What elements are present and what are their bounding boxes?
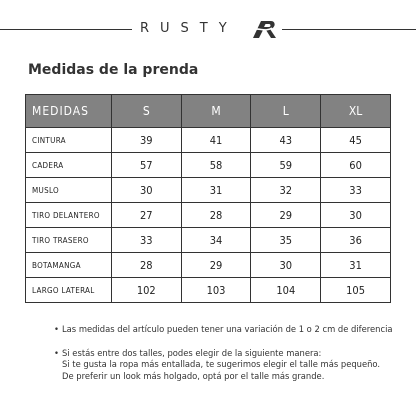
table-cell: 28 (111, 253, 181, 278)
table-cell: 102 (111, 278, 181, 303)
table-cell: 33 (111, 228, 181, 253)
table-cell: 45 (321, 128, 391, 153)
table-cell: 34 (181, 228, 251, 253)
row-label: CINTURA (26, 128, 112, 153)
table-row (26, 278, 391, 303)
table-cell: 29 (181, 253, 251, 278)
table-row (26, 203, 391, 228)
rusty-r-logo-icon (250, 18, 278, 40)
row-label: BOTAMANGA (26, 253, 112, 278)
table-cell: 31 (181, 178, 251, 203)
note-variation (54, 324, 404, 336)
table-cell: 104 (251, 278, 321, 303)
table-cell: 28 (181, 203, 251, 228)
size-chart-table (25, 94, 391, 303)
note-line: De preferir un look más holgado, optá por el talle más grande. (62, 370, 325, 381)
row-label: TIRO DELANTERO (26, 203, 112, 228)
table-cell: 36 (321, 228, 391, 253)
table-cell: 103 (181, 278, 251, 303)
table-cell: 27 (111, 203, 181, 228)
table-cell: 60 (321, 153, 391, 178)
column-header-xl: XL (321, 95, 391, 128)
table-cell: 31 (321, 253, 391, 278)
table-cell: 58 (181, 153, 251, 178)
column-header-s: S (111, 95, 181, 128)
table-header-row (26, 95, 391, 128)
table-cell: 59 (251, 153, 321, 178)
table-row (26, 153, 391, 178)
table-cell: 30 (111, 178, 181, 203)
table-cell: 57 (111, 153, 181, 178)
table-cell: 43 (251, 128, 321, 153)
note-size-advice (54, 348, 404, 383)
header-divider-left (0, 29, 132, 30)
brand-name: RUSTY (140, 21, 238, 36)
note-line: Si te gusta la ropa más entallada, te sugerimos elegir el talle más pequeño. (62, 359, 381, 369)
row-label: CADERA (26, 153, 112, 178)
table-cell: 33 (321, 178, 391, 203)
table-row (26, 128, 391, 153)
table-cell: 41 (181, 128, 251, 153)
column-header-m: M (181, 95, 251, 128)
bullet: • (54, 347, 59, 358)
brand-header (0, 18, 416, 42)
table-cell: 39 (111, 128, 181, 153)
column-header-l: L (251, 95, 321, 128)
column-header-medidas: MEDIDAS (26, 95, 112, 128)
bullet: • (54, 324, 59, 334)
table-cell: 35 (251, 228, 321, 253)
row-label: MUSLO (26, 178, 112, 203)
table-row (26, 178, 391, 203)
table-cell: 30 (251, 253, 321, 278)
page-title: Medidas de la prenda (28, 62, 199, 78)
row-label: LARGO LATERAL (26, 278, 112, 303)
row-label: TIRO TRASERO (26, 228, 112, 253)
table-cell: 30 (321, 203, 391, 228)
header-divider-right (282, 29, 416, 30)
table-row (26, 228, 391, 253)
table-cell: 32 (251, 178, 321, 203)
table-cell: 29 (251, 203, 321, 228)
note-line: Las medidas del artículo pueden tener una variación de 1 o 2 cm de diferencia (62, 324, 393, 334)
table-cell: 105 (321, 278, 391, 303)
table-row (26, 253, 391, 278)
note-line: Si estás entre dos talles, podes elegir de la siguiente manera: (62, 347, 322, 358)
notes-section (54, 324, 404, 394)
